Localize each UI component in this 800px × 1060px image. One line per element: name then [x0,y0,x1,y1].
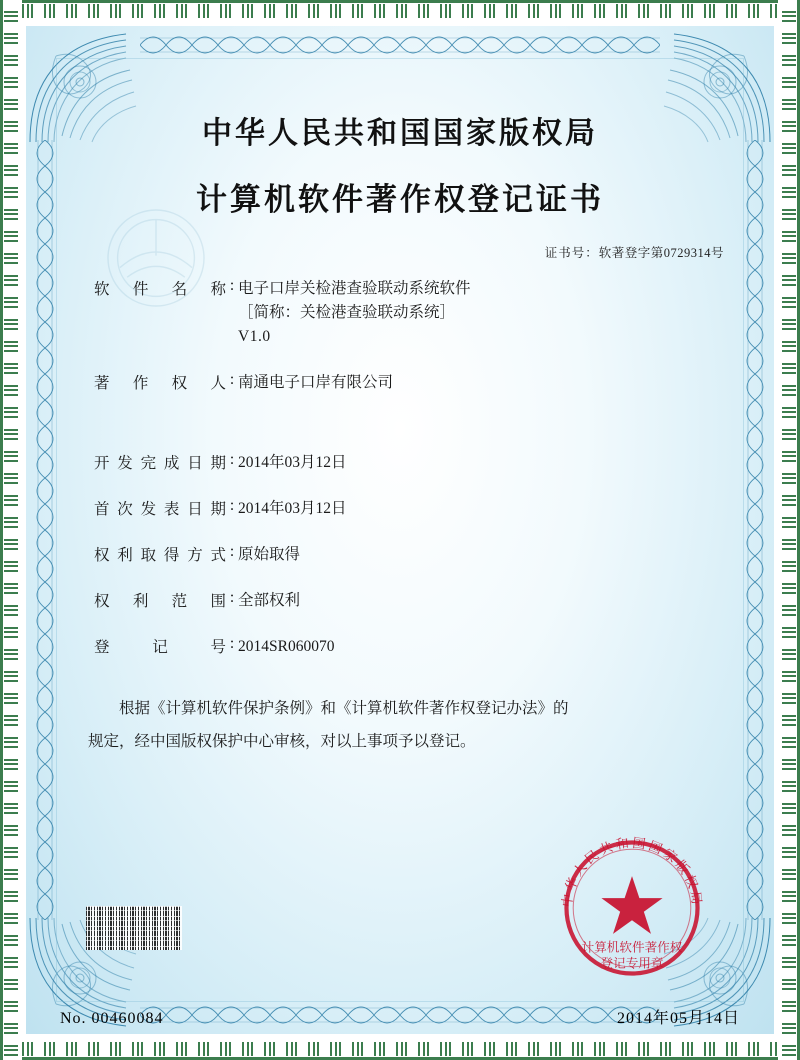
field-label: 开发完成日期 [94,455,226,473]
statement-line-1: 根据《计算机软件保护条例》和《计算机软件著作权登记办法》的 [119,700,569,718]
field-label: 首次发表日期 [94,501,226,519]
field-first-publication-date [94,497,730,521]
svg-text:中华人民共和国国家版权局: 中华人民共和国国家版权局 [560,836,704,909]
software-version: V1.0 [238,328,271,346]
field-label: 著作权人 [94,375,226,393]
field-value [238,277,730,349]
field-colon: : [229,451,235,469]
footer-issue-date: 2014年05月14日 [616,1010,740,1027]
field-colon: : [229,371,235,389]
field-colon: : [229,635,235,653]
field-colon: : [229,277,235,294]
field-label: 权利取得方式 [94,547,226,565]
field-value: 2014年03月12日 [238,454,347,472]
svg-text:计算机软件著作权: 计算机软件著作权 [581,939,683,955]
field-registration-number [94,635,730,659]
field-value: 原始取得 [238,546,301,564]
field-value: 2014SR060070 [238,638,335,656]
footer-serial-number: No. 00460084 [60,1010,164,1027]
field-label: 权利范围 [94,593,226,611]
field-colon: : [229,497,235,515]
field-label: 登记号 [94,639,226,657]
fields-list [70,277,730,659]
certificate-number-line [70,243,730,261]
software-name-line2: ［简称：关检港查验联动系统］ [238,304,456,322]
border-left [0,0,22,1060]
statement-line-2: 规定，经中国版权保护中心审核，对以上事项予以登记。 [88,732,476,750]
barcode [86,906,182,950]
field-value: 南通电子口岸有限公司 [238,374,394,392]
official-seal [548,824,716,992]
field-rights-acquisition [94,543,730,567]
software-name-line1: 电子口岸关检港查验联动系统软件 [238,280,471,297]
field-colon: : [229,589,235,607]
field-development-completion-date [94,451,730,475]
field-rights-scope [94,589,730,613]
svg-text:登记专用章: 登记专用章 [600,955,664,971]
certificate-number-label: 证书号： [544,246,599,260]
border-bottom [0,1038,800,1060]
field-software-name [94,277,730,349]
footer [60,1005,740,1028]
field-colon: : [229,543,235,561]
border-top [0,0,800,22]
field-gap [94,399,730,451]
document-title: 计算机软件著作权登记证书 [196,182,604,218]
certificate-number-value: 软著登字第0729314号 [598,246,724,260]
field-value: 全部权利 [238,592,301,610]
issuer-title: 中华人民共和国国家版权局 [202,116,598,151]
field-value: 2014年03月12日 [238,500,347,518]
field-label: 软件名称 [94,281,226,298]
border-right [778,0,800,1060]
statement-paragraph [70,693,730,758]
field-copyright-owner [94,371,730,395]
